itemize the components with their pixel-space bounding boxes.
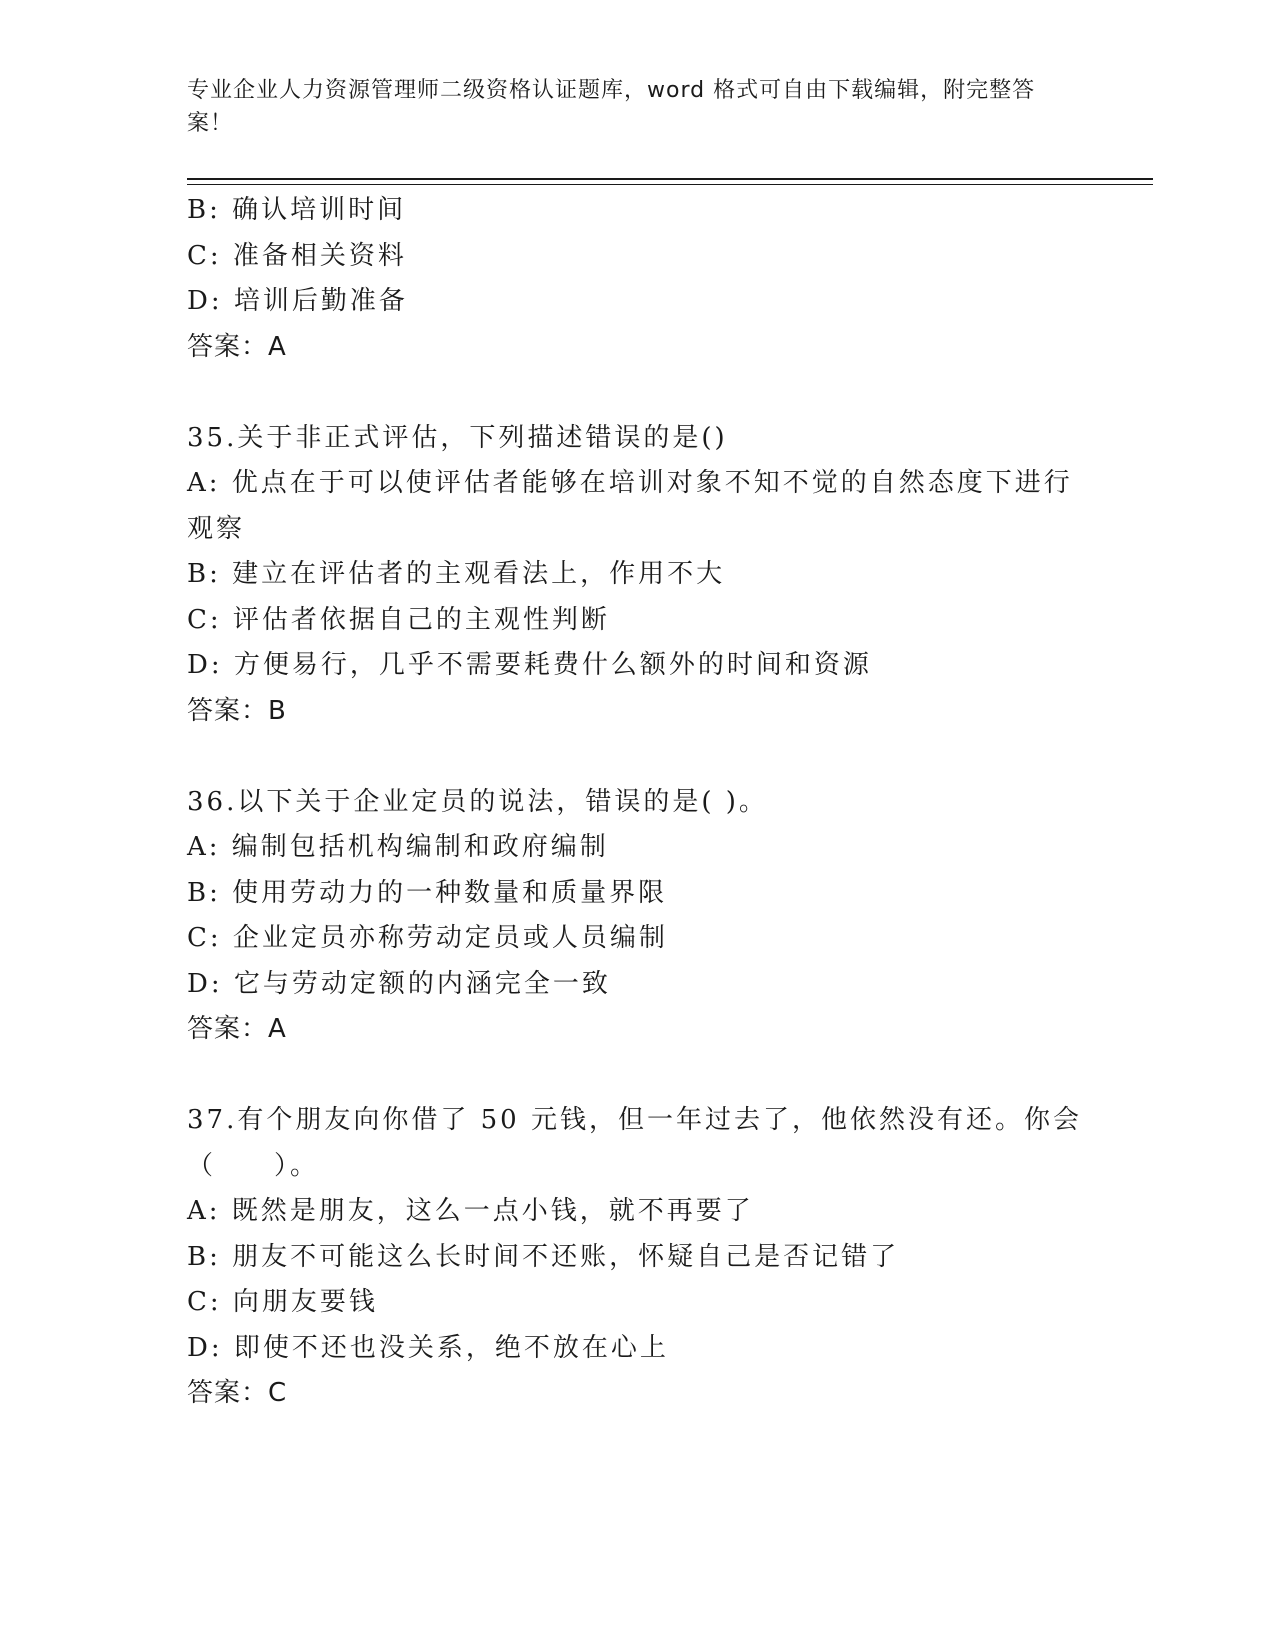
option-d: D: 它与劳动定额的内涵完全一致 (187, 968, 611, 999)
option-d: D: 即使不还也没关系，绝不放在心上 (187, 1332, 669, 1363)
document-header: 专业企业人力资源管理师二级资格认证题库，word 格式可自由下载编辑，附完整答案！ (187, 78, 1036, 136)
question-stem: 36.以下关于企业定员的说法，错误的是( )。 (187, 786, 768, 817)
question-stem: 35.关于非正式评估，下列描述错误的是() (187, 422, 728, 453)
question-list (187, 188, 1087, 1417)
header-rule-thick (187, 178, 1153, 180)
option-b: B: 确认培训时间 (187, 195, 407, 225)
option-b: B: 使用劳动力的一种数量和质量界限 (187, 877, 668, 908)
option-a: A: 编制包括机构编制和政府编制 (187, 832, 609, 862)
option-d: D: 方便易行，几乎不需要耗费什么额外的时间和资源 (187, 650, 872, 680)
answer-line: 答案：C (187, 1378, 288, 1408)
answer-line: 答案：A (187, 331, 287, 362)
answer-line: 答案：A (187, 1014, 287, 1044)
spacer (187, 1053, 1087, 1099)
option-c: C: 企业定员亦称劳动定员或人员编制 (187, 923, 668, 953)
question-block-36 (187, 780, 1087, 1053)
header-rule-thin (187, 184, 1153, 185)
question-stem: 37.有个朋友向你借了 50 元钱，但一年过去了，他依然没有还。你会（ ）。 (187, 1105, 1082, 1181)
question-block-37 (187, 1098, 1087, 1417)
answer-line: 答案：B (187, 695, 287, 726)
option-a: A: 优点在于可以使评估者能够在培训对象不知不觉的自然态度下进行观察 (187, 468, 1073, 544)
question-block-35 (187, 416, 1087, 735)
spacer (187, 370, 1087, 416)
question-block-previous (187, 188, 1087, 370)
option-b: B: 建立在评估者的主观看法上，作用不大 (187, 559, 726, 589)
spacer (187, 734, 1087, 780)
option-a: A: 既然是朋友，这么一点小钱，就不再要了 (187, 1196, 754, 1226)
option-d: D: 培训后勤准备 (187, 286, 408, 316)
option-c: C: 准备相关资料 (187, 240, 407, 271)
option-c: C: 向朋友要钱 (187, 1287, 378, 1317)
option-c: C: 评估者依据自己的主观性判断 (187, 604, 610, 635)
option-b: B: 朋友不可能这么长时间不还账，怀疑自己是否记错了 (187, 1241, 900, 1272)
